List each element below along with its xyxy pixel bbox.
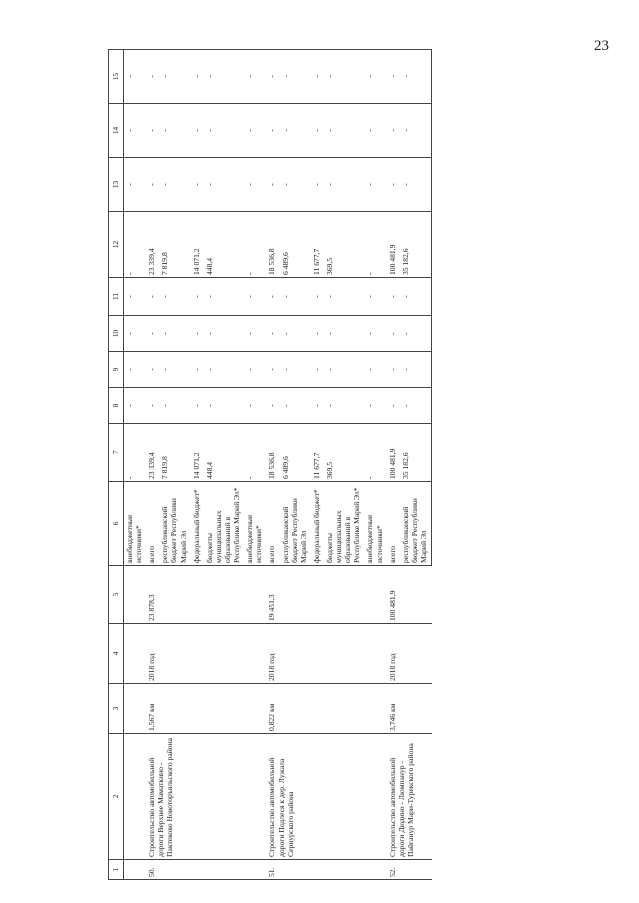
amount-cell: - xyxy=(191,158,204,212)
col-header: 1 xyxy=(109,860,124,880)
amount-cell: - xyxy=(324,158,364,212)
amount-cell: - xyxy=(387,388,400,424)
funding-source: внебюджетные источники* xyxy=(124,482,147,566)
amount-cell: - xyxy=(244,158,266,212)
table-row xyxy=(124,50,147,880)
amount-cell: - xyxy=(311,104,324,158)
amount-cell: - xyxy=(364,50,386,104)
amount-cell: - xyxy=(280,104,311,158)
amount-cell: - xyxy=(159,388,190,424)
amount-cell: - xyxy=(159,316,190,352)
col-header: 10 xyxy=(109,316,124,352)
amount-cell: - xyxy=(364,424,386,482)
amount-cell: - xyxy=(124,424,147,482)
funding-source: всего xyxy=(146,482,159,566)
amount-cell: - xyxy=(124,278,147,316)
amount-cell: - xyxy=(324,278,364,316)
col-header: 13 xyxy=(109,158,124,212)
funding-source: республиканский бюджет Республики Марий Эл xyxy=(400,482,432,566)
amount-cell: - xyxy=(244,424,266,482)
amount-cell: - xyxy=(244,104,266,158)
amount-cell: - xyxy=(146,104,159,158)
amount-cell: - xyxy=(159,104,190,158)
item-name: Строительство автомобильной дороги Верхнее Маматкино - Пактеково Новоторъяльского района xyxy=(146,734,266,860)
table-row xyxy=(266,50,279,880)
amount-cell: - xyxy=(146,352,159,388)
amount-cell: 448,4 xyxy=(204,212,244,278)
col-header: 8 xyxy=(109,388,124,424)
column-number-row xyxy=(109,50,124,880)
funding-source: всего xyxy=(387,482,400,566)
amount-cell: - xyxy=(159,50,190,104)
item-year: 2018 год xyxy=(146,624,266,684)
amount-cell: - xyxy=(204,278,244,316)
table-row xyxy=(146,50,159,880)
amount-cell: - xyxy=(311,278,324,316)
amount-cell: 23 339,4 xyxy=(146,424,159,482)
amount-cell: 11 677,7 xyxy=(311,212,324,278)
amount-cell: - xyxy=(124,212,147,278)
col-header: 5 xyxy=(109,566,124,624)
amount-cell: - xyxy=(387,104,400,158)
amount-cell: - xyxy=(364,212,386,278)
col-header: 11 xyxy=(109,278,124,316)
amount-cell: - xyxy=(364,104,386,158)
item-number: 50. xyxy=(146,860,266,880)
item-length: 3,746 км xyxy=(387,684,432,734)
amount-cell: - xyxy=(146,158,159,212)
amount-cell: - xyxy=(324,316,364,352)
amount-cell: 35 182,6 xyxy=(400,424,432,482)
amount-cell: - xyxy=(311,352,324,388)
amount-cell: 23 339,4 xyxy=(146,212,159,278)
amount-cell: - xyxy=(124,316,147,352)
amount-cell: - xyxy=(266,316,279,352)
amount-cell: 100 481,9 xyxy=(387,424,400,482)
amount-cell: - xyxy=(364,388,386,424)
program-table xyxy=(108,49,432,880)
funding-source: бюджеты муниципальных образований в Республике Марий Эл* xyxy=(204,482,244,566)
col-header: 3 xyxy=(109,684,124,734)
amount-cell: - xyxy=(191,278,204,316)
amount-cell: - xyxy=(311,388,324,424)
amount-cell: - xyxy=(266,278,279,316)
amount-cell: 6 489,6 xyxy=(280,424,311,482)
item-number: 52. xyxy=(387,860,432,880)
amount-cell: - xyxy=(159,158,190,212)
amount-cell: - xyxy=(400,316,432,352)
item-name: Строительство автомобильной дороги Дюдино - Люмпанур - Пайганур Мари-Турекского района xyxy=(387,734,432,860)
item-cost: 19 451,3 xyxy=(266,566,386,624)
amount-cell: - xyxy=(124,158,147,212)
amount-cell: - xyxy=(191,50,204,104)
amount-cell: 100 481,9 xyxy=(387,212,400,278)
funding-source: федеральный бюджет* xyxy=(311,482,324,566)
amount-cell: 11 677,7 xyxy=(311,424,324,482)
amount-cell: 35 182,6 xyxy=(400,212,432,278)
amount-cell: - xyxy=(400,352,432,388)
amount-cell: - xyxy=(146,50,159,104)
col-header: 6 xyxy=(109,482,124,566)
funding-source: внебюджетные источники* xyxy=(244,482,266,566)
amount-cell: - xyxy=(311,50,324,104)
amount-cell: - xyxy=(387,352,400,388)
amount-cell: - xyxy=(146,316,159,352)
amount-cell: - xyxy=(244,316,266,352)
amount-cell: - xyxy=(266,388,279,424)
amount-cell: - xyxy=(387,316,400,352)
amount-cell: 448,4 xyxy=(204,424,244,482)
amount-cell: - xyxy=(280,316,311,352)
amount-cell: - xyxy=(400,104,432,158)
amount-cell: - xyxy=(124,388,147,424)
amount-cell: - xyxy=(204,158,244,212)
amount-cell: - xyxy=(244,212,266,278)
amount-cell: - xyxy=(311,316,324,352)
col-header: 14 xyxy=(109,104,124,158)
table-row xyxy=(387,50,400,880)
item-cost: 23 878,3 xyxy=(146,566,266,624)
amount-cell: - xyxy=(244,352,266,388)
item-name: Строительство автомобильной дороги Подлеся к дер. Лужала Сернурского района xyxy=(266,734,386,860)
page-number: 23 xyxy=(594,38,609,54)
amount-cell: - xyxy=(364,278,386,316)
col-header: 9 xyxy=(109,352,124,388)
amount-cell: - xyxy=(364,352,386,388)
amount-cell: 18 536,8 xyxy=(266,212,279,278)
amount-cell: - xyxy=(387,158,400,212)
amount-cell: 7 819,8 xyxy=(159,424,190,482)
col-header: 15 xyxy=(109,50,124,104)
item-year: 2018 год xyxy=(387,624,432,684)
amount-cell: 18 536,8 xyxy=(266,424,279,482)
amount-cell: - xyxy=(159,278,190,316)
amount-cell: - xyxy=(387,50,400,104)
funding-source: республиканский бюджет Республики Марий Эл xyxy=(159,482,190,566)
amount-cell: 14 071,2 xyxy=(191,424,204,482)
amount-cell: - xyxy=(124,104,147,158)
amount-cell: 369,5 xyxy=(324,212,364,278)
amount-cell: 369,5 xyxy=(324,424,364,482)
amount-cell: - xyxy=(204,104,244,158)
item-length: 0,822 км xyxy=(266,684,386,734)
amount-cell: - xyxy=(364,316,386,352)
amount-cell: 6 489,6 xyxy=(280,212,311,278)
item-number: 51. xyxy=(266,860,386,880)
amount-cell: - xyxy=(244,278,266,316)
amount-cell: 14 071,2 xyxy=(191,212,204,278)
rotated-table-frame xyxy=(108,50,628,880)
amount-cell: - xyxy=(266,158,279,212)
amount-cell: - xyxy=(280,278,311,316)
amount-cell: - xyxy=(124,352,147,388)
item-length: 1,567 км xyxy=(146,684,266,734)
amount-cell: - xyxy=(146,388,159,424)
amount-cell: - xyxy=(191,352,204,388)
col-header: 4 xyxy=(109,624,124,684)
amount-cell: - xyxy=(204,50,244,104)
amount-cell: - xyxy=(204,352,244,388)
funding-source: всего xyxy=(266,482,279,566)
amount-cell: - xyxy=(266,104,279,158)
amount-cell: 7 819,8 xyxy=(159,212,190,278)
amount-cell: - xyxy=(244,388,266,424)
funding-source: республиканский бюджет Республики Марий Эл xyxy=(280,482,311,566)
item-year: 2018 год xyxy=(266,624,386,684)
col-header: 7 xyxy=(109,424,124,482)
amount-cell: - xyxy=(266,352,279,388)
amount-cell: - xyxy=(204,316,244,352)
amount-cell: - xyxy=(324,50,364,104)
amount-cell: - xyxy=(324,104,364,158)
amount-cell: - xyxy=(124,50,147,104)
amount-cell: - xyxy=(311,158,324,212)
amount-cell: - xyxy=(364,158,386,212)
funding-source: внебюджетные источники* xyxy=(364,482,386,566)
amount-cell: - xyxy=(204,388,244,424)
amount-cell: - xyxy=(324,388,364,424)
funding-source: бюджеты муниципальных образований в Республике Марий Эл* xyxy=(324,482,364,566)
amount-cell: - xyxy=(244,50,266,104)
amount-cell: - xyxy=(159,352,190,388)
col-header: 2 xyxy=(109,734,124,860)
amount-cell: - xyxy=(280,352,311,388)
amount-cell: - xyxy=(400,278,432,316)
amount-cell: - xyxy=(191,316,204,352)
amount-cell: - xyxy=(400,50,432,104)
amount-cell: - xyxy=(191,388,204,424)
amount-cell: - xyxy=(266,50,279,104)
amount-cell: - xyxy=(280,388,311,424)
amount-cell: - xyxy=(280,50,311,104)
amount-cell: - xyxy=(146,278,159,316)
amount-cell: - xyxy=(191,104,204,158)
funding-source: федеральный бюджет* xyxy=(191,482,204,566)
item-cost: 100 481,9 xyxy=(387,566,432,624)
amount-cell: - xyxy=(400,158,432,212)
col-header: 12 xyxy=(109,212,124,278)
amount-cell: - xyxy=(280,158,311,212)
amount-cell: - xyxy=(400,388,432,424)
amount-cell: - xyxy=(324,352,364,388)
amount-cell: - xyxy=(387,278,400,316)
